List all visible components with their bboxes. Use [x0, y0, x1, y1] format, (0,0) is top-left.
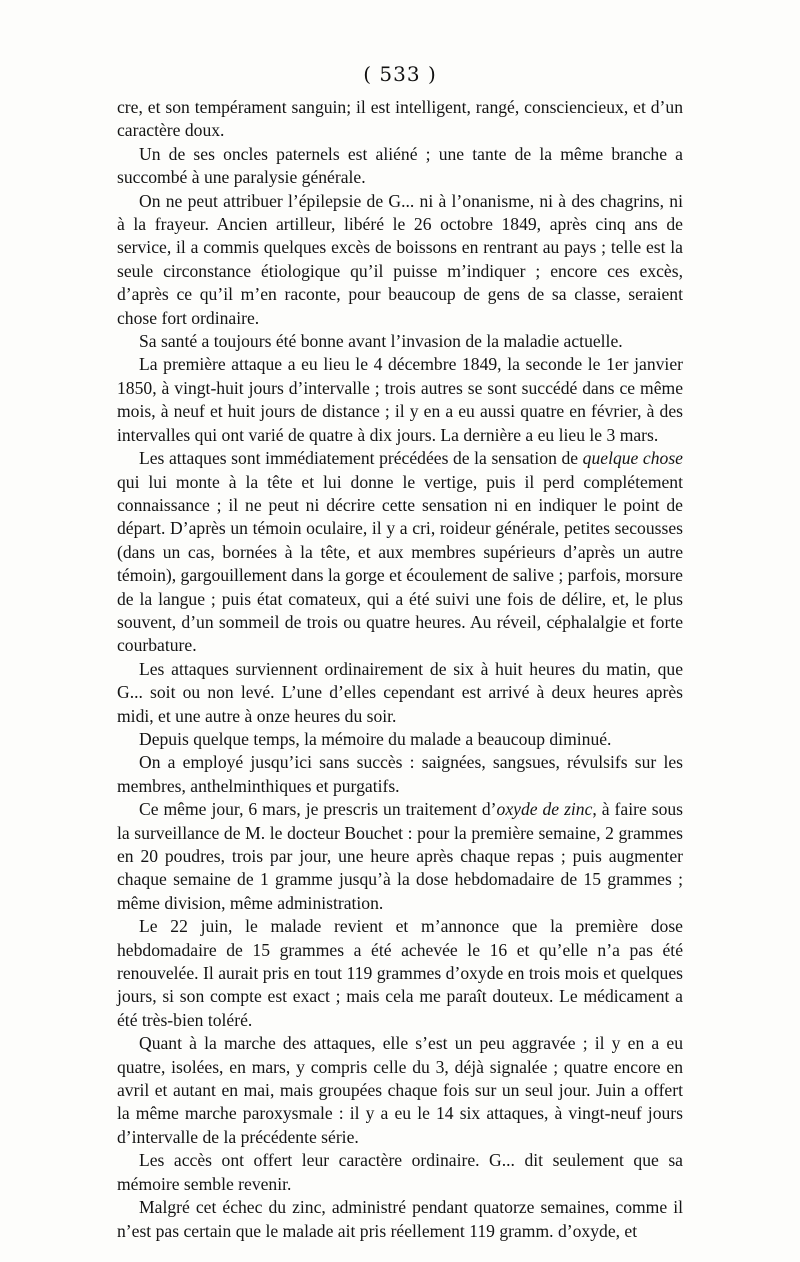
- paragraph: [117, 1149, 683, 1196]
- paragraph: [117, 96, 683, 143]
- paragraph-text: Un de ses oncles paternels est aliéné ; une tante de la même branche a succombé à une paralysie générale.: [117, 143, 683, 188]
- paragraph-text: Les attaques sont immédiatement précédées de la sensation de: [139, 448, 583, 469]
- paragraph-text: Malgré cet échec du zinc, administré pendant quatorze semaines, comme il n’est pas certain que le malade ait pris réellement 119 gramm. d’oxyde, et: [117, 1197, 683, 1241]
- paragraph: [117, 728, 683, 751]
- paragraph-text: cre, et son tempérament sanguin; il est intelligent, rangé, consciencieux, et d’un caractère doux.: [117, 97, 683, 141]
- italic-text: oxyde de zinc: [496, 799, 593, 820]
- paragraph: [117, 658, 683, 728]
- paragraph: [117, 190, 683, 330]
- paragraph-text: Les accès ont offert leur caractère ordinaire. G... dit seulement que sa mémoire semble revenir.: [117, 1150, 683, 1194]
- paragraph-text: Quant à la marche des attaques, elle s’est un peu aggravée ; il y en a eu quatre, isolées, en mars, y compris celle du 3, déjà signalée ; quatre encore en avril et autant en mai, mais groupées chaque fois sur un seul jour. Juin a offert la même marche paroxysmale : il y a eu le 14 six attaques, à vingt-neuf jours d’intervalle de la précédente série.: [117, 1033, 683, 1147]
- paragraph-text: Depuis quelque temps, la mémoire du malade a beaucoup diminué.: [139, 728, 612, 749]
- body-text: [117, 96, 683, 1243]
- paragraph: [117, 143, 683, 190]
- paragraph-text: On ne peut attribuer l’épilepsie de G... ni à l’onanisme, ni à des chagrins, ni à la frayeur. Ancien artilleur, libéré le 26 octobre 1849, après cinq ans de service, il a commis quelques excès de boissons en rentrant au pays ; telle est la seule circonstance étiologique qu’il puisse m’indiquer ; encore ces excès, d’après ce qu’il m’en raconte, pour beaucoup de gens de sa classe, seraient chose fort ordinaire.: [117, 190, 683, 328]
- paragraph-text: Ce même jour, 6 mars, je prescris un traitement d’: [139, 799, 497, 820]
- paragraph-text: Le 22 juin, le malade revient et m’annonce que la première dose hebdomadaire de 15 grammes a été achevée le 16 et qu’elle n’a pas été renouvelée. Il aurait pris en tout 119 grammes d’oxyde en trois mois et quelques jours, si son compte est exact ; mais cela me paraît douteux. Le médicament a été très-bien toléré.: [117, 916, 683, 1030]
- paragraph: [117, 353, 683, 447]
- paragraph: [117, 1032, 683, 1149]
- paragraph: [117, 798, 683, 915]
- paragraph: [117, 915, 683, 1032]
- paragraph-text: qui lui monte à la tête et lui donne le vertige, puis il perd complétement connaissance ; il ne peut ni décrire cette sensation ni en indiquer le point de départ. D’après un témoin oculaire, il y a cri, roideur générale, petites secousses (dans un cas, bornées à la tête, et aux membres supérieurs d’après un autre témoin), gargouillement dans la gorge et écoulement de salive ; parfois, morsure de la langue ; puis état comateux, qui a été suivi une fois de délire, et, le plus souvent, d’un sommeil de trois ou quatre heures. Au réveil, céphalalgie et forte courbature.: [117, 471, 683, 656]
- paragraph: [117, 751, 683, 798]
- page-number: ( 533 ): [363, 62, 437, 86]
- paragraph: [117, 330, 683, 353]
- italic-text: quelque chose: [582, 448, 683, 469]
- paragraph: [117, 1196, 683, 1243]
- paragraph-text: Sa santé a toujours été bonne avant l’invasion de la maladie actuelle.: [139, 331, 623, 352]
- paragraph: [117, 447, 683, 658]
- paragraph-text: , à faire sous la surveillance de M. le docteur Bouchet : pour la première semaine, 2 grammes en 20 poudres, trois par jour, une heure après chaque repas ; puis augmenter chaque semaine de 1 gramme jusqu’à la dose hebdomadaire de 15 grammes ; même division, même administration.: [117, 799, 684, 913]
- paragraph-text: La première attaque a eu lieu le 4 décembre 1849, la seconde le 1er janvier 1850, à vingt-huit jours d’intervalle ; trois autres se sont succédé dans ce même mois, à neuf et huit jours de distance ; il y en a eu aussi quatre en février, à des intervalles qui ont varié de quatre à dix jours. La dernière a eu lieu le 3 mars.: [117, 354, 683, 445]
- paragraph-text: Les attaques surviennent ordinairement de six à huit heures du matin, que G... soit ou non levé. L’une d’elles cependant est arrivé à deux heures après midi, et une autre à onze heures du soir.: [117, 658, 683, 726]
- paragraph-text: On a employé jusqu’ici sans succès : saignées, sangsues, révulsifs sur les membres, anthelminthiques et purgatifs.: [117, 752, 683, 796]
